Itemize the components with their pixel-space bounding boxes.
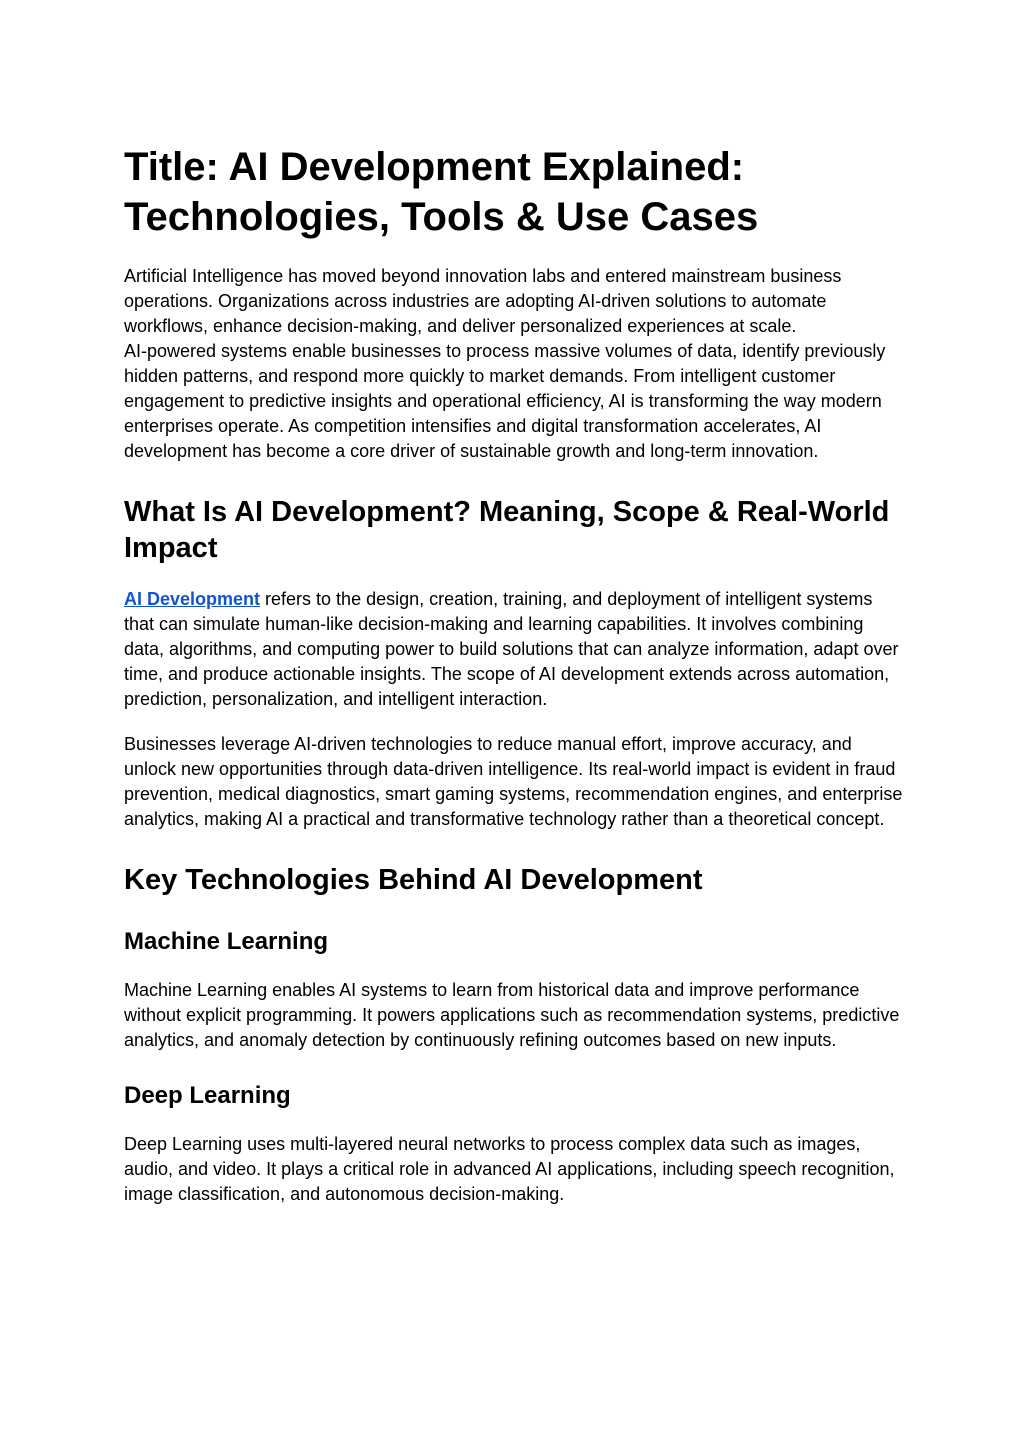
- intro-part-2: AI-powered systems enable businesses to process massive volumes of data, identify previously hidden patterns, and respond more quickly to market demands. From intelligent customer engagement to predictive insights and operational efficiency, AI is transforming the way modern enterprises operate. As competition intensifies and digital transformation accelerates, AI development has become a core driver of sustainable growth and long-term innovation.: [124, 341, 886, 461]
- document-title: Title: AI Development Explained: Technologies, Tools & Use Cases: [124, 145, 759, 239]
- intro-part-1: Artificial Intelligence has moved beyond innovation labs and entered mainstream business operations. Organizations across industries are adopting AI-driven solutions to automate workflows, enhance decision-making, and deliver personalized experiences at scale.: [124, 266, 842, 336]
- document-page: [124, 142, 904, 1207]
- section1-paragraph-1-text: refers to the design, creation, training, and deployment of intelligent systems that can simulate human-like decision-making and learning capabilities. It involves combining data, algorithms, and computing power to build solutions that can analyze information, adapt over time, and produce actionable insights. The scope of AI development extends across automation, prediction, personalization, and intelligent interaction.: [124, 589, 899, 709]
- section-heading-what-is-ai: What Is AI Development? Meaning, Scope & Real-World Impact: [124, 496, 890, 564]
- intro-paragraph: [124, 264, 904, 464]
- ai-development-link[interactable]: AI Development: [124, 589, 261, 609]
- deep-learning-paragraph: Deep Learning uses multi-layered neural networks to process complex data such as images, audio, and video. It plays a critical role in advanced AI applications, including speech recognition, image classification, and autonomous decision-making.: [124, 1134, 895, 1204]
- subheading-deep-learning: Deep Learning: [124, 1082, 291, 1109]
- subheading-machine-learning: Machine Learning: [124, 928, 329, 955]
- machine-learning-paragraph: Machine Learning enables AI systems to learn from historical data and improve performance without explicit programming. It powers applications such as recommendation systems, predictive analytics, and anomaly detection by continuously refining outcomes based on new inputs.: [124, 980, 900, 1050]
- section-heading-key-technologies: Key Technologies Behind AI Development: [124, 864, 703, 896]
- section1-paragraph-2: Businesses leverage AI-driven technologies to reduce manual effort, improve accuracy, and unlock new opportunities through data-driven intelligence. Its real-world impact is evident in fraud prevention, medical diagnostics, smart gaming systems, recommendation engines, and enterprise analytics, making AI a practical and transformative technology rather than a theoretical concept.: [124, 734, 903, 829]
- section1-paragraph-1: [124, 587, 904, 712]
